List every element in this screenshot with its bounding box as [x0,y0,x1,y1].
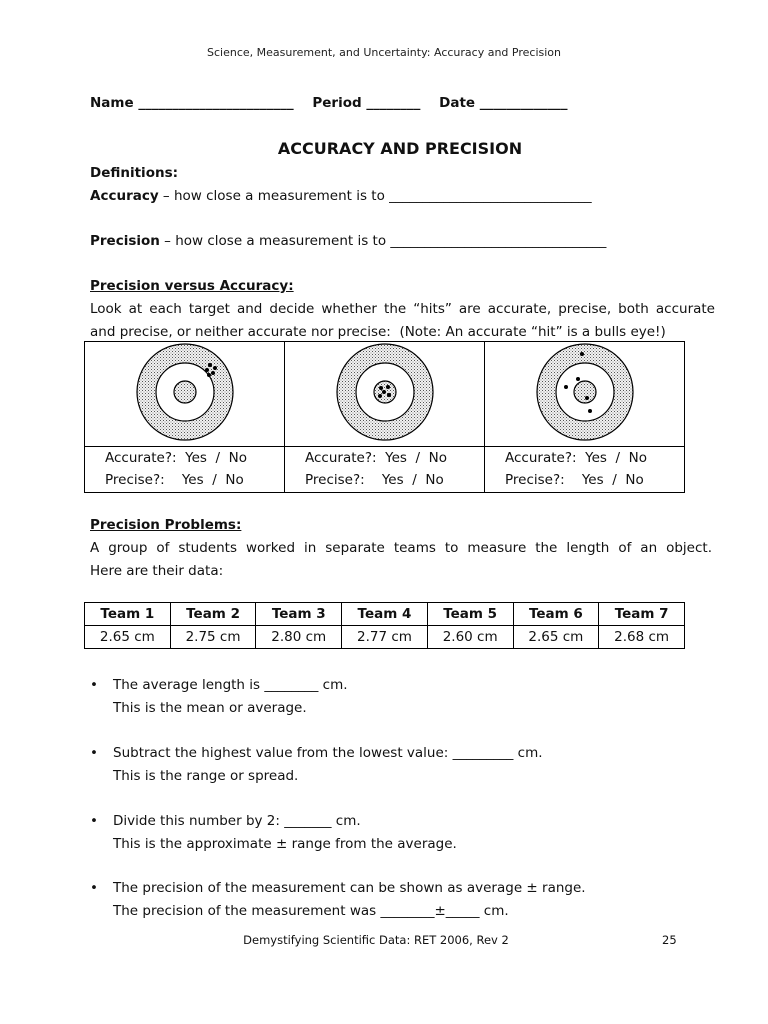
precision-term: Precision [90,233,160,249]
table-header: Team 5 [427,603,513,626]
target-3-answers [485,447,685,493]
accuracy-definition [90,185,592,208]
accuracy-term: Accuracy [90,188,159,204]
table-header: Team 3 [256,603,342,626]
team-data-table [84,602,685,649]
table-cell: 2.65 cm [513,626,599,649]
bullet-icon: • [90,880,98,896]
page-header: Science, Measurement, and Uncertainty: Accuracy and Precision [207,46,561,59]
table-header: Team 6 [513,603,599,626]
bullet-line-2: This is the approximate ± range from the average. [113,836,457,852]
precision-problems-heading: Precision Problems: [90,517,242,533]
table-cell: 2.75 cm [170,626,256,649]
target-cell-3 [485,342,685,447]
bullet-line-2: This is the mean or average. [113,700,307,716]
accuracy-text: – how close a measurement is to ______________________________ [158,188,592,204]
target-2-answers [285,447,485,493]
targets-table [84,341,685,493]
target-cell-1 [85,342,285,447]
footer-text: Demystifying Scientific Data: RET 2006, Rev 2 [243,933,509,947]
instructions-line-2: and precise, or neither accurate nor precise: (Note: An accurate “hit” is a bulls eye!) [90,324,666,340]
table-header: Team 1 [85,603,171,626]
table-cell: 2.68 cm [599,626,685,649]
table-row [85,626,685,649]
page-number: 25 [662,933,677,947]
target-2-icon [330,342,440,442]
target-1-answers [85,447,285,493]
bullet-icon: • [90,745,98,761]
table-cell: 2.60 cm [427,626,513,649]
bullet-line-2: The precision of the measurement was ________±_____ cm. [113,903,509,919]
problems-line-1: A group of students worked in separate teams to measure the length of an object. [90,540,712,556]
precision-definition [90,230,606,253]
target-3-precise[interactable]: Precise?: Yes / No [505,472,644,488]
bullet-line-1: The average length is ________ cm. [113,677,348,693]
bullet-icon: • [90,677,98,693]
bullet-line-2: This is the range or spread. [113,768,299,784]
bullet-line-1: Divide this number by 2: _______ cm. [113,813,361,829]
definitions-heading: Definitions: [90,165,179,181]
target-3-icon [530,342,640,442]
target-3-accurate[interactable]: Accurate?: Yes / No [505,450,647,466]
target-1-icon [130,342,240,442]
target-cell-2 [285,342,485,447]
instructions-line-1: Look at each target and decide whether the “hits” are accurate, precise, both accurate [90,301,715,317]
target-1-accurate[interactable]: Accurate?: Yes / No [105,450,247,466]
bullet-line-1: The precision of the measurement can be shown as average ± range. [113,880,586,896]
name-period-date-line: Name _______________________ Period ________ Date _____________ [90,95,568,111]
table-cell: 2.65 cm [85,626,171,649]
bullet-icon: • [90,813,98,829]
table-header: Team 2 [170,603,256,626]
problems-line-2: Here are their data: [90,563,224,579]
precision-text: – how close a measurement is to ________________________________ [159,233,607,249]
target-2-accurate[interactable]: Accurate?: Yes / No [305,450,447,466]
bullet-line-1: Subtract the highest value from the lowest value: _________ cm. [113,745,543,761]
table-header: Team 7 [599,603,685,626]
table-cell: 2.77 cm [342,626,428,649]
target-2-precise[interactable]: Precise?: Yes / No [305,472,444,488]
page-title: ACCURACY AND PRECISION [277,139,523,158]
table-header-row [85,603,685,626]
table-header: Team 4 [342,603,428,626]
target-1-precise[interactable]: Precise?: Yes / No [105,472,244,488]
precision-vs-accuracy-heading: Precision versus Accuracy: [90,278,294,294]
table-cell: 2.80 cm [256,626,342,649]
